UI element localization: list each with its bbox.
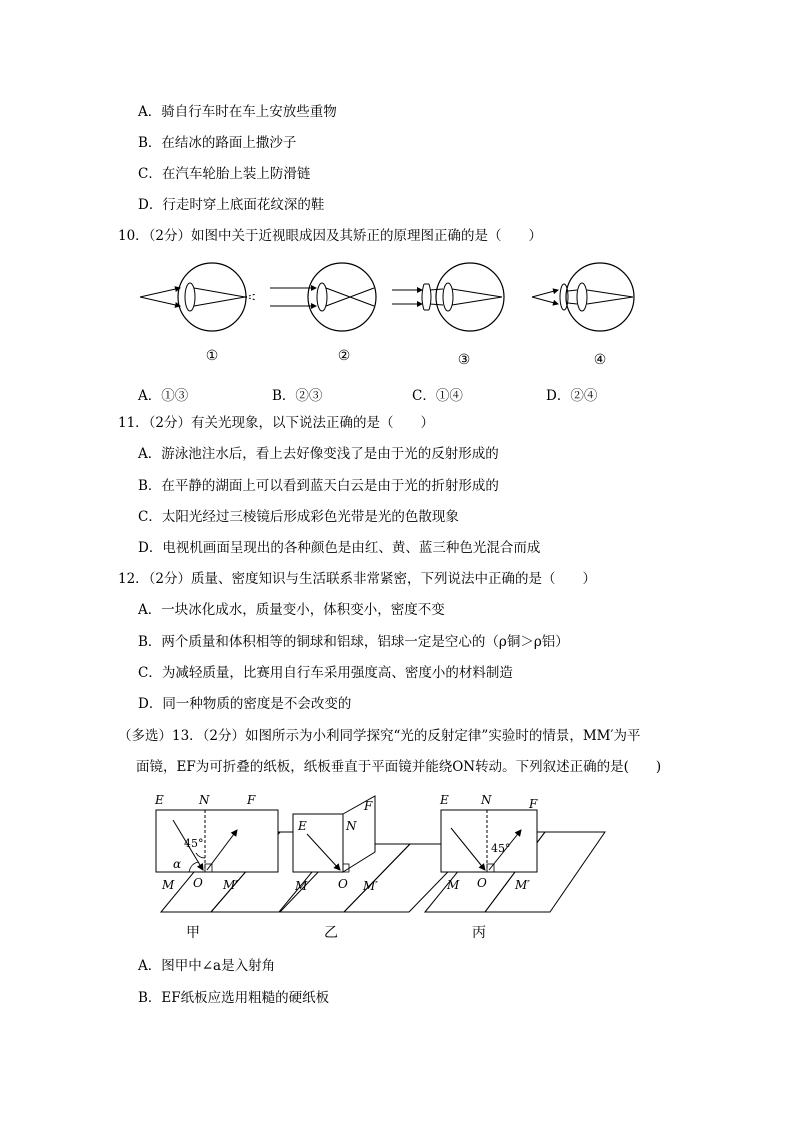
caption-jia: 甲 [186,925,200,941]
svg-text:E: E [155,793,164,807]
q12-option-d: D．同一种物质的密度是不会改变的 [138,696,352,712]
q9-option-d: D．行走时穿上底面花纹深的鞋 [138,197,325,213]
eye-diagram-4 [532,263,634,331]
svg-text:45°: 45° [491,842,511,855]
caption-bing: 丙 [472,925,486,941]
svg-text:M′: M′ [363,879,379,893]
q13-option-b: B．EF纸板应选用粗糙的硬纸板 [138,990,330,1006]
eye-label-4: ④ [593,352,607,368]
q11-option-b: B．在平静的湖面上可以看到蓝天白云是由于光的折射形成的 [138,478,499,494]
diagram-bing [425,793,605,912]
svg-text:M: M [295,879,308,893]
q11-option-c: C．太阳光经过三棱镜后形成彩色光带是光的色散现象 [138,509,459,525]
svg-text:N: N [481,793,492,807]
svg-text:F: F [247,793,256,807]
svg-text:O: O [193,876,203,890]
q11-option-a: A．游泳池注水后，看上去好像变浅了是由于光的反射形成的 [138,446,499,462]
q12-option-a: A．一块冰化成水，质量变小，体积变小，密度不变 [138,602,445,618]
q12-stem: 12．（2分）质量、密度知识与生活联系非常紧密，下列说法中正确的是（ ） [118,571,597,587]
svg-text:N: N [346,819,357,833]
svg-text:O: O [477,876,487,890]
q12-option-c: C．为减轻质量，比赛用自行车采用强度高、密度小的材料制造 [138,665,513,681]
svg-text:O: O [338,877,348,891]
svg-text:E: E [298,819,307,833]
q13-reflection-diagrams [135,790,695,918]
svg-text:M′: M′ [223,878,239,892]
q13-stem-line2: 面镜，EF为可折叠的纸板，纸板垂直于平面镜并能绕ON转动。下列叙述正确的是( ) [136,759,662,775]
q11-option-d: D．电视机画面呈现出的各种颜色是由红、黄、蓝三种色光混合而成 [138,540,541,556]
eye-diagram-3 [392,263,504,331]
q13-option-a: A．图甲中∠a是入射角 [138,958,276,974]
eye-label-2: ② [337,348,351,364]
svg-text:M: M [162,878,175,892]
svg-text:F: F [529,797,538,811]
q9-option-c: C．在汽车轮胎上装上防滑链 [138,166,311,182]
q13-stem-line1: （多选）13．（2分）如图所示为小利同学探究“光的反射定律”实验时的情景，MM′为平 [118,728,641,744]
eye-label-1: ① [205,348,219,364]
caption-yi: 乙 [324,925,338,941]
q9-option-a: A．骑自行车时在车上安放些重物 [138,104,337,120]
q10-choice-a: A．①③ [138,388,189,404]
q10-choice-b: B．②③ [272,388,323,404]
q9-option-b: B．在结冰的路面上撒沙子 [138,135,297,151]
eye-diagram-1 [140,263,256,331]
q10-stem: 10．（2分）如图中关于近视眼成因及其矫正的原理图正确的是（ ） [118,228,543,244]
q10-choice-c: C．①④ [412,388,463,404]
q10-choice-d: D．②④ [546,388,598,404]
svg-text:N: N [199,793,210,807]
svg-text:45°: 45° [184,837,204,850]
eye-label-3: ③ [457,352,471,368]
q11-stem: 11．（2分）有关光现象，以下说法正确的是（ ） [118,415,435,431]
svg-text:F: F [364,799,373,813]
q10-eye-diagrams [130,258,650,370]
svg-text:M: M [447,878,460,892]
svg-text:M′: M′ [515,878,531,892]
svg-text:α: α [173,857,182,871]
q12-option-b: B．两个质量和体积相等的铜球和铝球，铝球一定是空心的（ρ铜＞ρ铝） [138,634,569,650]
svg-text:E: E [440,793,449,807]
eye-diagram-2 [270,263,376,331]
